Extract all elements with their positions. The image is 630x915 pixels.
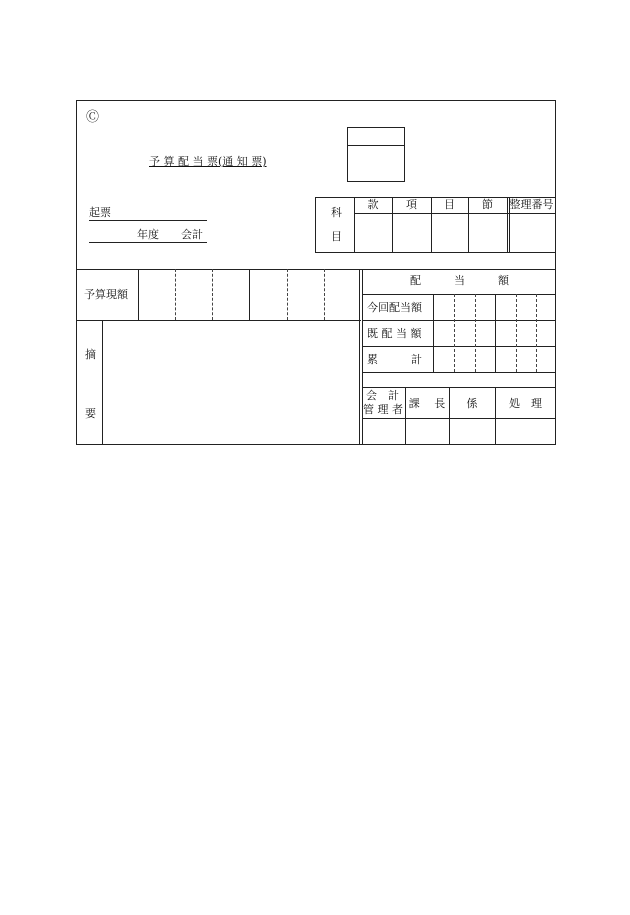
ruikei: 累 計 — [367, 353, 422, 366]
kaikei-underline — [89, 242, 207, 243]
yosan-genkaku-label: 予算現額 — [84, 288, 128, 301]
header-setsu: 節 — [482, 198, 493, 211]
kakari-label: 係 — [466, 397, 478, 410]
form-title: 予 算 配 当 票(通 知 票) — [149, 155, 267, 168]
budget-allocation-form — [76, 100, 556, 445]
header-kan: 款 — [367, 198, 379, 211]
shori-label: 処 理 — [509, 397, 542, 410]
kaikei-line: 年度 会計 — [137, 228, 203, 241]
stamp-box-divider — [347, 145, 405, 146]
kamoku-label-1: 科 — [331, 206, 342, 219]
haitou-gaku-header: 配 当 額 — [410, 274, 509, 287]
upper-divider — [77, 269, 556, 270]
stamp-box — [347, 127, 405, 182]
header-seiri-bangou: 整理番号 — [509, 198, 554, 211]
header-kou: 項 — [406, 198, 417, 211]
kanrisha-label: 管 理 者 — [363, 403, 403, 416]
tekiyou-label-1: 摘 — [85, 348, 96, 361]
konkai-haitou-gaku: 今回配当額 — [367, 301, 422, 314]
kiso-label: 起票 — [89, 206, 111, 219]
copyright-mark: Ⓒ — [86, 110, 100, 125]
tekiyou-label-2: 要 — [85, 407, 96, 420]
header-moku: 目 — [444, 198, 455, 211]
ki-haitou-gaku: 既 配 当 額 — [367, 327, 422, 340]
yosan-row-bottom — [77, 320, 361, 321]
kaikei-label: 会 計 — [366, 389, 399, 402]
kamoku-label-2: 目 — [331, 230, 342, 243]
kachou-label: 課 長 — [408, 397, 446, 410]
kiso-underline — [89, 220, 207, 221]
